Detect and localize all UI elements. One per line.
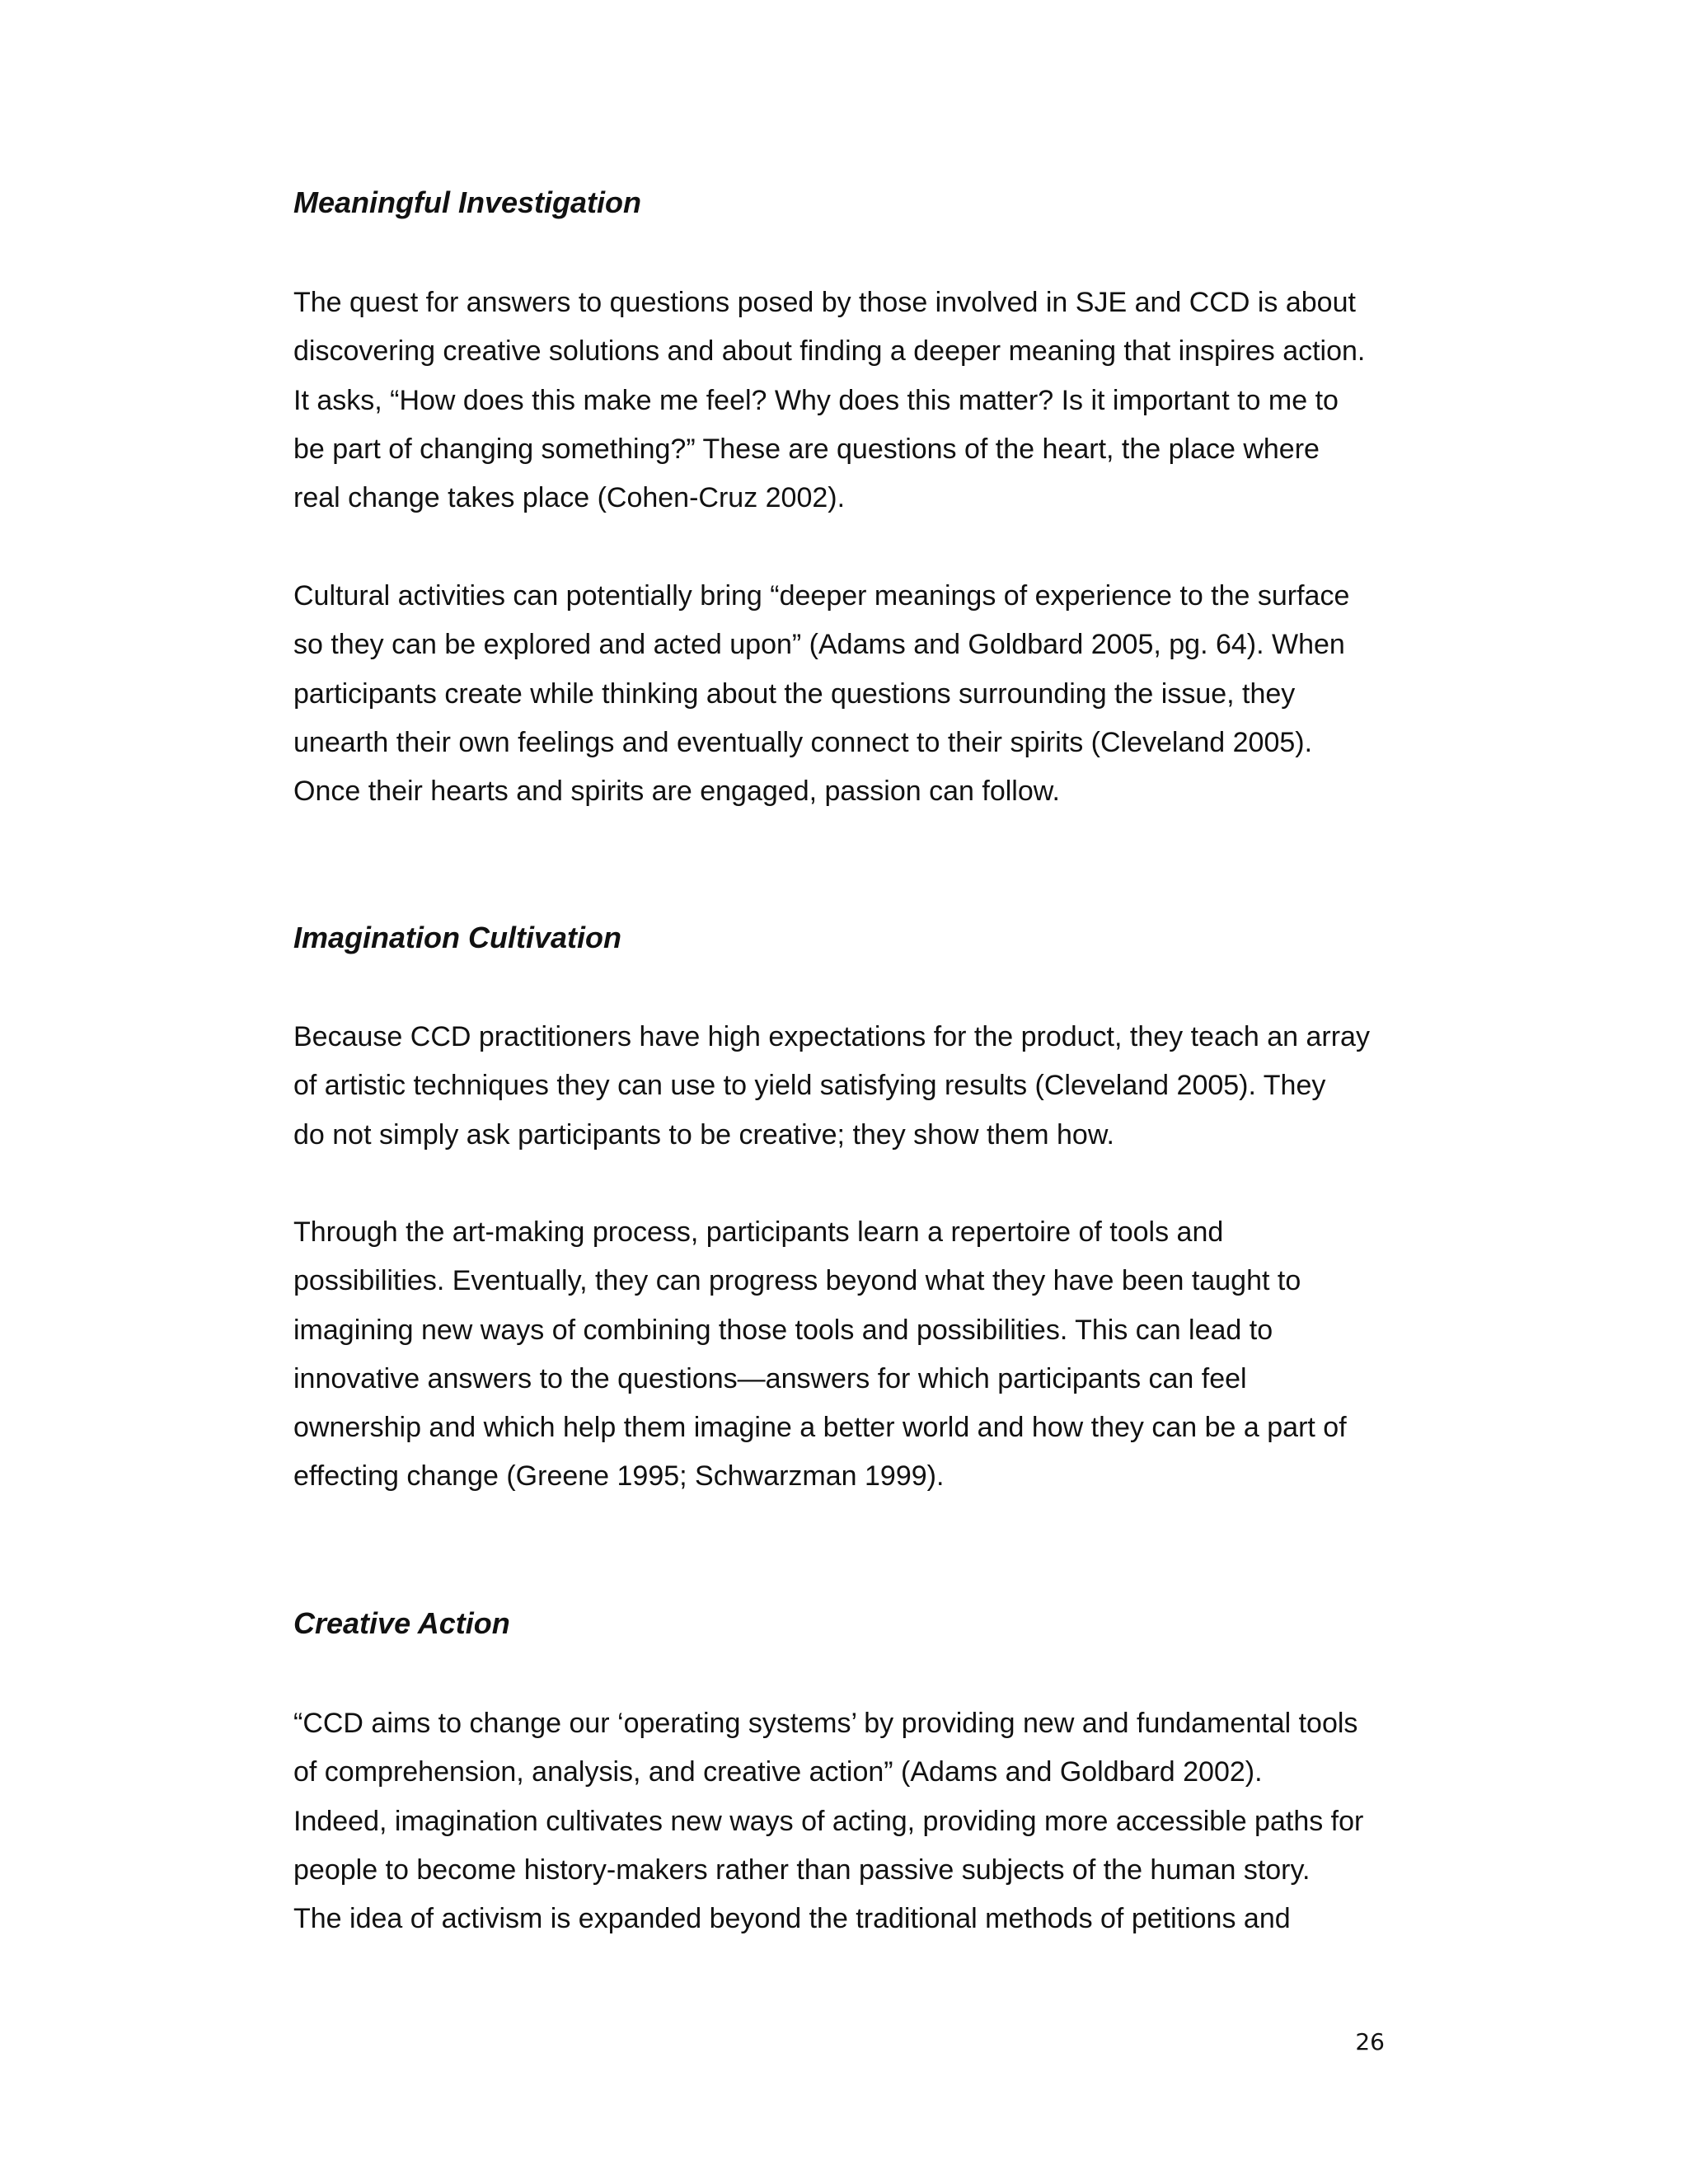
text-line: Through the art-making process, participants learn a repertoire of tools and <box>293 1216 1224 1248</box>
section-heading: Meaningful Investigation <box>293 185 642 219</box>
text-line: Once their hearts and spirits are engaged, passion can follow. <box>293 776 1060 808</box>
section-heading: Creative Action <box>293 1606 510 1640</box>
text-line: people to become history-makers rather than passive subjects of the human story. <box>293 1854 1311 1886</box>
paragraph <box>293 1699 1363 1943</box>
section-heading: Imagination Cultivation <box>293 921 622 954</box>
text-line: Indeed, imagination cultivates new ways of acting, providing more accessible paths for <box>293 1805 1364 1837</box>
paragraph <box>293 1208 1347 1502</box>
text-line: possibilities. Eventually, they can progress beyond what they have been taught to <box>293 1265 1301 1297</box>
text-line: unearth their own feelings and eventually connect to their spirits (Cleveland 2005). <box>293 726 1313 758</box>
text-line: “CCD aims to change our ‘operating systems’ by providing new and fundamental tools <box>293 1708 1358 1739</box>
text-line: real change takes place (Cohen-Cruz 2002). <box>293 482 846 514</box>
text-line: discovering creative solutions and about finding a deeper meaning that inspires action. <box>293 335 1366 368</box>
text-line: ownership and which help them imagine a better world and how they can be a part of <box>293 1412 1347 1444</box>
paragraph <box>293 1013 1370 1160</box>
text-line: of comprehension, analysis, and creative action” (Adams and Goldbard 2002). <box>293 1756 1263 1788</box>
paragraph <box>293 572 1349 816</box>
text-line: imagining new ways of combining those tools and possibilities. This can lead to <box>293 1314 1273 1346</box>
text-line: The quest for answers to questions posed by those involved in SJE and CCD is about <box>293 287 1356 318</box>
paragraph <box>293 279 1365 523</box>
text-line: The idea of activism is expanded beyond the traditional methods of petitions and <box>293 1903 1291 1935</box>
text-line: effecting change (Greene 1995; Schwarzman 1999). <box>293 1460 945 1493</box>
text-line: It asks, “How does this make me feel? Why does this matter? Is it important to me to <box>293 384 1339 416</box>
text-line: so they can be explored and acted upon” (Adams and Goldbard 2005, pg. 64). When <box>293 629 1345 661</box>
text-line: be part of changing something?” These are questions of the heart, the place where <box>293 433 1320 465</box>
text-line: do not simply ask participants to be creative; they show them how. <box>293 1118 1114 1151</box>
text-line: of artistic techniques they can use to yield satisfying results (Cleveland 2005). They <box>293 1070 1326 1102</box>
text-line: innovative answers to the questions—answers for which participants can feel <box>293 1362 1247 1394</box>
page-number: 26 <box>1355 2028 1385 2055</box>
text-line: Cultural activities can potentially bring “deeper meanings of experience to the surface <box>293 580 1350 612</box>
text-line: participants create while thinking about the questions surrounding the issue, they <box>293 677 1296 710</box>
text-line: Because CCD practitioners have high expectations for the product, they teach an array <box>293 1021 1370 1052</box>
